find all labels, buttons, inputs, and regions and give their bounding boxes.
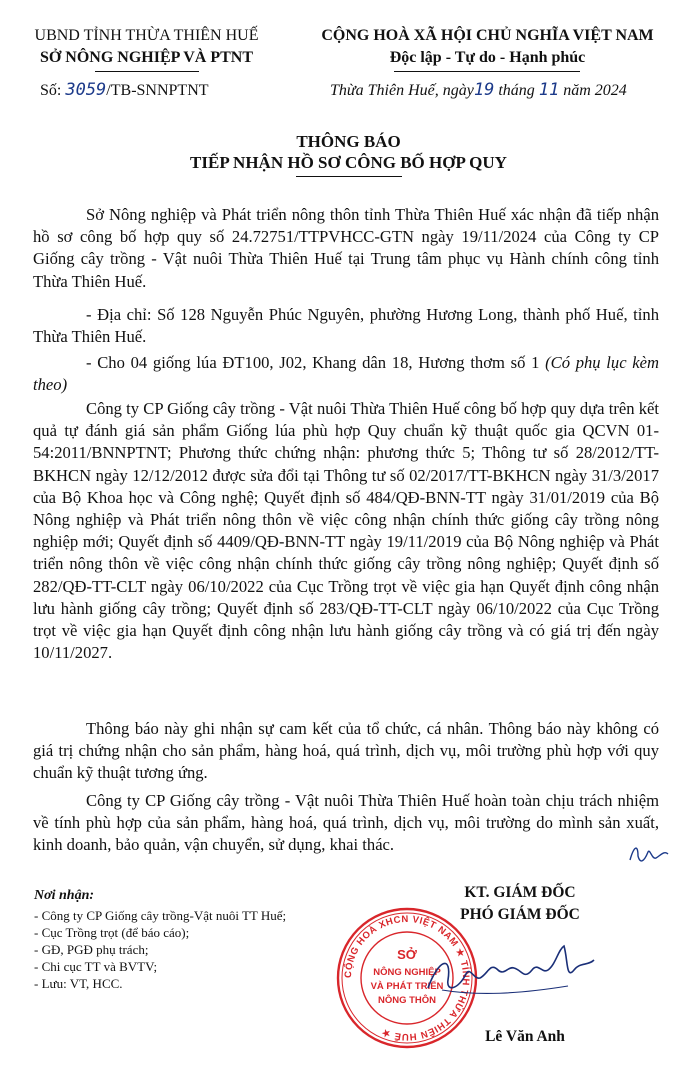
agency-underline [95,71,199,72]
paragraph-responsibility [33,790,659,857]
date-month: 11 [538,80,560,100]
paragraph-disclaimer-text: Thông báo này ghi nhận sự cam kết của tổ chức, cá nhân. Thông báo này không có giá trị chứng nhận cho sản phẩm, hàng hoá, quá trình, dịch vụ, môi trường phù hợp với quy chuẩn kỹ thuật tương ứng. [33,719,659,783]
paragraph-1-text: Sở Nông nghiệp và Phát triển nông thôn tỉnh Thừa Thiên Huế xác nhận đã tiếp nhận hồ sơ công bố hợp quy số 24.72751/TTPVHCC-GTN ngày 19/11/2024 của Công ty CP Giống cây trồng - Vật nuôi Thừa Thiên Huế tại Trung tâm phục vụ Hành chính công tỉnh Thừa Thiên Huế. [33,205,659,291]
doc-number-prefix: Số: [40,82,66,99]
initials-mark [626,838,672,868]
stamp-ring-text: CỘNG HOÀ XHCN VIỆT NAM ★ TỈNH THỪA THIÊN HUẾ ★ [342,913,472,1043]
doc-number-suffix: /TB-SNNPTNT [106,82,209,99]
paragraph-basis [33,398,659,664]
paragraph-varieties-note: (Có phụ lục kèm theo) [33,353,659,395]
recipients-title: Nơi nhận: [34,888,95,903]
paragraph-address-text: - Địa chỉ: Số 128 Nguyễn Phúc Nguyên, phường Hương Long, thành phố Huế, tỉnh Thừa Thiên Huế. [33,305,659,347]
title-underline [296,176,402,177]
stamp-center-line3: VÀ PHÁT TRIỂN [370,981,444,992]
paragraph-responsibility-text: Công ty CP Giống cây trồng - Vật nuôi Thừa Thiên Huế hoàn toàn chịu trách nhiệm về tính phù hợp của sản phẩm, hàng hoá, quá trình, dịch vụ, môi trường do mình sản xuất, kinh doanh, bảo quản, vận chuyển, sử dụng, khai thác. [33,791,659,855]
doc-number-handwritten: 3059 [65,80,107,100]
recipient-item: - Cục Trồng trọt (để báo cáo); [34,925,190,940]
signer-authority: KT. GIÁM ĐỐC [464,884,576,901]
recipient-item: - Lưu: VT, HCC. [34,976,123,991]
signer-name: Lê Văn Anh [485,1028,565,1045]
paragraph-address [33,304,659,348]
paragraph-varieties [33,352,659,396]
agency-parent: UBND TỈNH THỪA THIÊN HUẾ [34,27,259,44]
date-middle: tháng [498,82,535,99]
agency-name: SỞ NÔNG NGHIỆP VÀ PTNT [39,49,254,66]
date-day: 19 [473,80,495,100]
date-prefix: Thừa Thiên Huế, ngày [330,82,474,99]
recipient-item: - Chi cục TT và BVTV; [34,959,158,974]
stamp-center-line1: SỞ [397,947,417,962]
paragraph-disclaimer [33,718,659,785]
stamp-center-line4: NÔNG THÔN [377,995,437,1006]
national-title: CỘNG HOÀ XÃ HỘI CHỦ NGHĨA VIỆT NAM [321,27,654,44]
motto-underline [394,71,580,72]
date-suffix: năm 2024 [563,82,627,99]
paragraph-basis-text: Công ty CP Giống cây trồng - Vật nuôi Thừa Thiên Huế công bố hợp quy dựa trên kết quả tự đánh giá sản phẩm Giống lúa phù hợp Quy chuẩn kỹ thuật quốc gia QCVN 01-54:2011/BNNPTNT; Phương thức chứng nhận: phương thức 5; Thông tư số 28/2012/TT-BKHCN ngày 12/12/2012 được sửa đổi tại Thông tư số 02/2017/TT-BKHCN ngày 31/3/2017 của Bộ Khoa học và Công nghệ; Quyết định số 484/QĐ-BNN-TT ngày 31/01/2019 của Bộ Nông nghiệp và Phát triển nông thôn về việc công nhận chính thức giống cây trồng nông nghiệp mới; Quyết định số 4409/QĐ-BNN-TT ngày 19/11/2019 của Bộ Nông nghiệp và Phát triển nông thôn về việc công nhận chính thức giống cây trồng nông nghiệp; Quyết định số 282/QĐ-TT-CLT ngày 06/10/2022 của Cục Trồng trọt về việc gia hạn Quyết định công nhận lưu hành giống cây trồng; Quyết định số 283/QĐ-TT-CLT ngày 06/10/2022 của Cục Trồng trọt về việc gia hạn Quyết định công nhận lưu hành giống cây trồng và có giá trị đến ngày 10/11/2027. [33,399,659,663]
stamp-center-line2: NÔNG NGHIỆP [373,967,441,978]
paragraph-varieties-text: - Cho 04 giống lúa ĐT100, J02, Khang dân 18, Hương thơm số 1 [86,353,546,372]
national-motto: Độc lập - Tự do - Hạnh phúc [389,49,586,66]
doc-number [40,80,209,100]
doc-title: THÔNG BÁO [296,132,401,151]
signer-title: PHÓ GIÁM ĐỐC [460,906,580,923]
recipient-item: - GĐ, PGĐ phụ trách; [34,942,149,957]
paragraph-1 [33,204,659,293]
doc-subtitle: TIẾP NHẬN HỒ SƠ CÔNG BỐ HỢP QUY [190,153,507,172]
recipient-item: - Công ty CP Giống cây trồng-Vật nuôi TT Huế; [34,908,287,923]
issue-date [330,80,627,100]
handwritten-signature [418,940,618,1010]
